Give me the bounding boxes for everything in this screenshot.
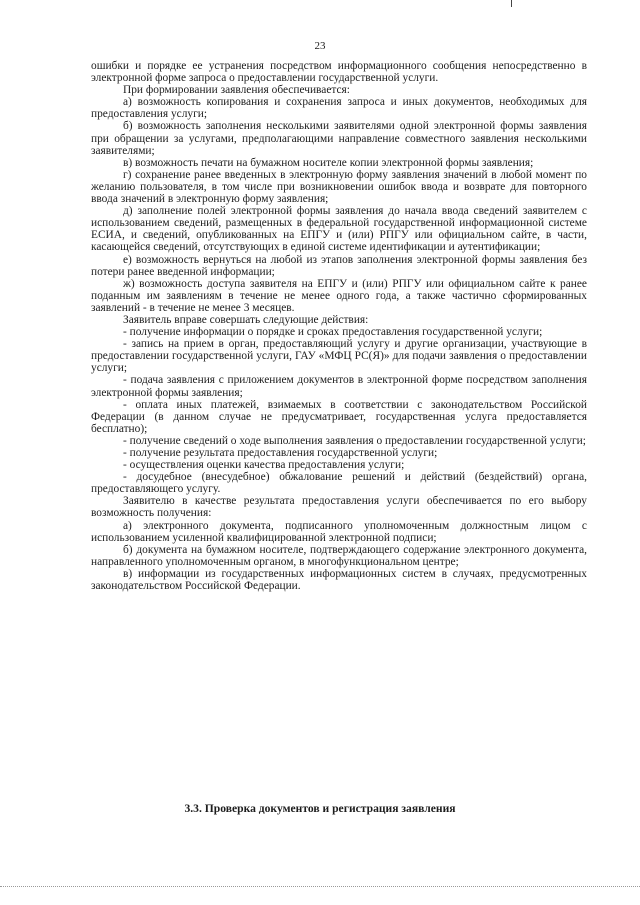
paragraph: ошибки и порядке ее устранения посредством информационного сообщения непосредственно в электронной форме запроса о предоставлении государственной услуги. xyxy=(91,60,587,85)
paragraph: г) сохранение ранее введенных в электронную форму заявления значений в любой момент по желанию пользователя, в том числе при возникновении ошибок ввода и возврате для повторного ввода значений в электронную форму заявления; xyxy=(91,168,587,206)
scan-mark xyxy=(511,0,512,7)
scan-edge-line xyxy=(0,886,640,887)
paragraph: - досудебное (внесудебное) обжалование решений и действий (бездействий) органа, предоставляющего услугу. xyxy=(91,471,587,496)
paragraph: д) заполнение полей электронной формы заявления до начала ввода сведений заявителем с использованием сведений, размещенных в федеральной государственной информационной системе ЕСИА, и сведений, опубликованных на ЕПГУ и (или) РПГУ или официальном сайте, в части, касающейся сведений, отсутствующих в единой системе идентификации и аутентификации; xyxy=(91,205,587,254)
paragraph: Заявителю в качестве результата предоставления услуги обеспечивается по его выбору возможность получения: xyxy=(91,495,587,520)
paragraph: а) возможность копирования и сохранения запроса и иных документов, необходимых для предоставления услуги; xyxy=(91,96,587,121)
page-number: 23 xyxy=(314,40,326,52)
paragraph: в) возможность печати на бумажном носителе копии электронной формы заявления; xyxy=(123,156,534,169)
paragraph: б) возможность заполнения несколькими заявителями одной электронной формы заявления при обращении за услугами, предполагающими направление совместного заявления несколькими заявителями; xyxy=(91,120,587,157)
paragraph: - осуществления оценки качества предоставления услуги; xyxy=(123,459,405,472)
paragraph: а) электронного документа, подписанного уполномоченным должностным лицом с использованием усиленной квалифицированной электронной подписи; xyxy=(91,519,587,544)
paragraph: ж) возможность доступа заявителя на ЕПГУ и (или) РПГУ или официальном сайте к ранее поданным им заявлениям в течение не менее одного года, а также частично сформированных заявлений - в течение не менее 3 месяцев. xyxy=(91,277,587,314)
paragraph: При формировании заявления обеспечивается: xyxy=(123,84,350,97)
document-body xyxy=(91,60,587,592)
paragraph: - получение результата предоставления государственной услуги; xyxy=(123,447,438,459)
section-heading: 3.3. Проверка документов и регистрация заявления xyxy=(184,802,456,815)
paragraph: - оплата иных платежей, взимаемых в соответствии с законодательством Российской Федерации (в данном случае не предусматривает, государственная услуга предоставляется бесплатно); xyxy=(91,398,587,435)
paragraph: в) информации из государственных информационных систем в случаях, предусмотренных законодательством Российской Федерации. xyxy=(91,567,587,593)
paragraph: - подача заявления с приложением документов в электронной форме посредством заполнения электронной формы заявления; xyxy=(91,374,587,399)
paragraph: Заявитель вправе совершать следующие действия: xyxy=(123,313,369,326)
paragraph: б) документа на бумажном носителе, подтверждающего содержание электронного документа, направленного уполномоченным органом, в многофункциональном центре; xyxy=(91,543,587,568)
paragraph: - получение информации о порядке и сроках предоставления государственной услуги; xyxy=(123,326,543,339)
paragraph: - получение сведений о ходе выполнения заявления о предоставлении государственной услуги; xyxy=(123,434,586,447)
paragraph: е) возможность вернуться на любой из этапов заполнения электронной формы заявления без потери ранее введенной информации; xyxy=(91,253,587,278)
paragraph: - запись на прием в орган, предоставляющий услугу и другие организации, участвующие в предоставлении государственной услуги, ГАУ «МФЦ РС(Я)» для подачи заявления о предоставлении услуги; xyxy=(91,338,587,375)
